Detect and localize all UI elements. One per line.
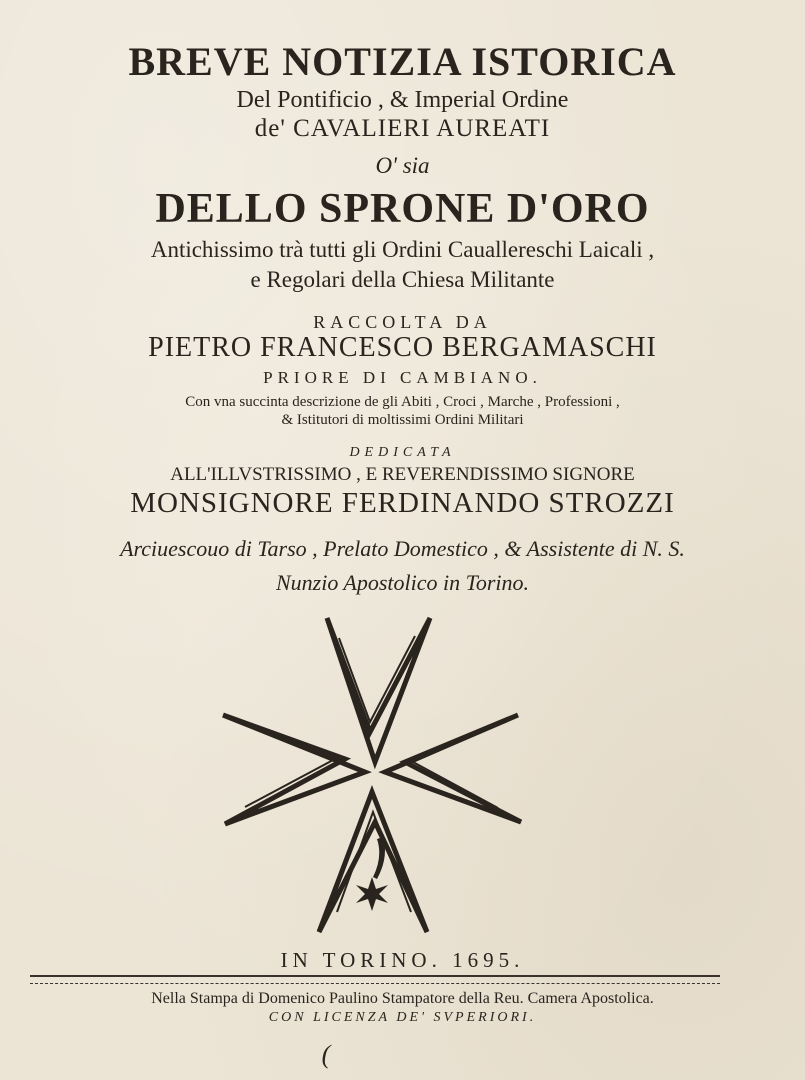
maltese-cross-emblem-icon	[215, 612, 530, 942]
dedicatee-title-2: Nunzio Apostolico in Torino.	[275, 570, 530, 595]
title-line-2: Del Pontificio , & Imperial Ordine	[236, 87, 569, 113]
imprint-license: CON LICENZA DE' SVPERIORI.	[268, 1010, 537, 1025]
subtitle-line-1: Antichissimo trà tutti gli Ordini Cauallereschi Laicali ,	[150, 237, 655, 262]
title-line-4: O' sia	[375, 153, 430, 178]
dedicatee-title-1: Arciuescouo di Tarso , Prelato Domestico , & Assistente di N. S.	[120, 536, 685, 561]
description-line-2: & Istitutori di moltissimi Ordini Militari	[281, 412, 524, 428]
signature-mark: (	[321, 1040, 331, 1069]
subtitle-line-2: e Regolari della Chiesa Militante	[250, 267, 555, 292]
compiled-by-label: RACCOLTA DA	[313, 312, 492, 332]
description-line-1: Con vna succinta descrizione de gli Abiti , Croci , Marche , Professioni ,	[185, 394, 620, 410]
dedicatee-name: MONSIGNORE FERDINANDO STROZZI	[130, 487, 675, 519]
dedication-label: DEDICATA	[349, 445, 456, 460]
title-line-1: BREVE NOTIZIA ISTORICA	[128, 39, 677, 84]
author-name: PIETRO FRANCESCO BERGAMASCHI	[148, 332, 657, 363]
imprint-place-date: IN TORINO. 1695.	[280, 948, 525, 972]
dedication-line-1: ALL'ILLVSTRISSIMO , E REVERENDISSIMO SIGNORE	[170, 464, 635, 485]
imprint-printer: Nella Stampa di Domenico Paulino Stampatore della Reu. Camera Apostolica.	[151, 990, 654, 1007]
imprint-divider	[30, 975, 720, 984]
author-title: PRIORE DI CAMBIANO.	[263, 368, 542, 387]
title-line-5: DELLO SPRONE D'ORO	[155, 186, 650, 232]
title-line-3: de' CAVALIERI AUREATI	[254, 115, 551, 142]
